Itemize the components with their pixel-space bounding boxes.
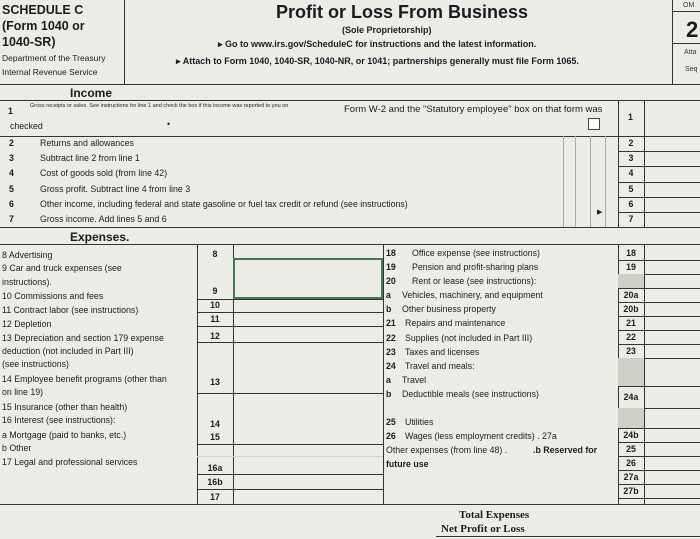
line-21-amount-field[interactable] <box>645 316 700 330</box>
line-25-number: 25 <box>386 417 396 427</box>
line-4-label: Cost of goods sold (from line 42) <box>40 168 168 179</box>
line-11-label: 11 Contract labor (see instructions) <box>2 305 139 315</box>
box-24a-label: 24a <box>623 392 639 402</box>
line-24a-amount-field[interactable] <box>645 386 700 408</box>
form-line1: (Form 1040 or <box>2 19 85 33</box>
line-4-box-label: 4 <box>628 168 634 179</box>
irs-label: Internal Revenue Service <box>2 67 98 77</box>
attachment-label: Atta <box>684 49 697 56</box>
line-16-label: 16 Interest (see instructions): <box>2 415 116 425</box>
line-12-label: 12 Depletion <box>2 319 52 329</box>
box-16b-label: 16b <box>207 477 223 487</box>
shaded-amount-cell <box>645 358 700 386</box>
line-4-amount-field[interactable] <box>645 166 700 181</box>
line-24b-amount-field[interactable] <box>645 428 700 442</box>
line-18-amount-field[interactable] <box>645 246 700 260</box>
line-5-label: Gross profit. Subtract line 4 from line 3 <box>40 183 191 194</box>
shaded-cell <box>618 274 644 288</box>
line-9-label-cont: instructions). <box>2 277 52 287</box>
tax-year: 2 <box>686 17 699 42</box>
form-subtitle: (Sole Proprietorship) <box>342 25 432 35</box>
line-2-number: 2 <box>9 138 14 148</box>
instruction-1-text: Go to www.irs.gov/ScheduleC for instructions and the latest information. <box>225 39 537 49</box>
line-9-label: 9 Car and truck expenses (see <box>2 263 122 273</box>
line-7-label: Gross income. Add lines 5 and 6 <box>40 214 167 224</box>
line-2-label: Returns and allowances <box>40 138 134 148</box>
line-3-amount-field[interactable] <box>645 151 700 166</box>
box-11-label: 11 <box>210 314 220 324</box>
arrow-icon: ▸ <box>218 39 223 49</box>
line-16b-label: b Other <box>2 443 32 453</box>
box-27b-label: 27b <box>623 486 639 496</box>
line-27b-amount-field[interactable] <box>645 484 700 498</box>
line-20b-label: Other business property <box>402 304 496 314</box>
box-20b-label: 20b <box>623 304 639 314</box>
line-10-label: 10 Commissions and fees <box>2 291 104 301</box>
line-3-label: Subtract line 2 from line 1 <box>40 153 140 164</box>
box-26-label: 26 <box>626 458 636 468</box>
line-17-label: 17 Legal and professional services <box>2 457 138 467</box>
line-1-box-label: 1 <box>628 112 633 122</box>
arrow-icon: ▸ <box>176 56 181 66</box>
line-27a-amount-field[interactable] <box>645 470 700 484</box>
line-26-label: Wages (less employment credits) . 27a <box>405 431 557 441</box>
expenses-heading: Expenses. <box>70 230 130 244</box>
line-22-amount-field[interactable] <box>645 330 700 344</box>
line-23-number: 23 <box>386 347 396 357</box>
line-20a-label: Vehicles, machinery, and equipment <box>402 290 543 300</box>
line-24-label: Travel and meals: <box>405 361 475 371</box>
form-title: Profit or Loss From Business <box>276 2 529 22</box>
line-7-number: 7 <box>9 214 14 224</box>
line-26-number: 26 <box>386 431 396 441</box>
line-7-box-label: 7 <box>628 214 634 224</box>
line-21-label: Repairs and maintenance <box>405 318 506 328</box>
box-13-label: 13 <box>210 377 220 387</box>
line-20a-amount-field[interactable] <box>645 288 700 302</box>
box-27a-label: 27a <box>623 472 639 482</box>
line-3-number: 3 <box>9 153 14 164</box>
line-20b-amount-field[interactable] <box>645 302 700 316</box>
statutory-employee-checkbox[interactable] <box>588 118 600 130</box>
line-24b-label: Deductible meals (see instructions) <box>402 389 539 399</box>
line-24a-label: Travel <box>402 375 427 385</box>
shaded-cell <box>618 358 644 386</box>
line-26-amount-field[interactable] <box>645 456 700 470</box>
box-17-label: 17 <box>210 492 220 502</box>
line-21-number: 21 <box>386 318 396 328</box>
line-27b-label: .b Reserved for <box>533 445 598 455</box>
box-14-label: 14 <box>210 419 220 429</box>
box-23-label: 23 <box>626 346 636 356</box>
line-6-label: Other income, including federal and state gasoline or fuel tax credit or refund (see instructions) <box>40 198 408 209</box>
box-18-label: 18 <box>626 248 636 258</box>
line-1-text: Form W-2 and the "Statutory employee" box on that form was <box>344 104 603 115</box>
box-10-label: 10 <box>210 300 220 310</box>
instruction-2-text: Attach to Form 1040, 1040-SR, 1040-NR, or 1041; partnerships generally must file Form 1065. <box>182 56 579 66</box>
line-14-label-cont: on line 19) <box>2 387 44 397</box>
line-13-label-cont2: (see instructions) <box>2 359 69 369</box>
line-27b-label-cont: future use <box>386 459 429 469</box>
instruction-2 <box>176 56 579 67</box>
line-13-label: 13 Depreciation and section 179 expense <box>2 333 164 343</box>
line-15-label: 15 Insurance (other than health) <box>2 402 128 412</box>
line-24b-letter: b <box>386 389 392 399</box>
box-24b-label: 24b <box>623 430 639 440</box>
line-16a-label: a Mortgage (paid to banks, etc.) <box>2 430 127 440</box>
box-9-label: 9 <box>212 286 218 296</box>
line-2-amount-field[interactable] <box>645 136 700 151</box>
box-15-label: 15 <box>210 432 220 442</box>
line-2-box-label: 2 <box>628 138 634 148</box>
box-25-label: 25 <box>626 444 636 454</box>
line-25-amount-field[interactable] <box>645 442 700 456</box>
box-22-label: 22 <box>626 332 636 342</box>
line-13-label-cont: deduction (not included in Part III) <box>2 346 134 356</box>
line-3-box-label: 3 <box>628 153 634 164</box>
line-20b-letter: b <box>386 304 392 314</box>
line-23-label: Taxes and licenses <box>405 347 480 357</box>
department-label: Department of the Treasury <box>2 53 106 63</box>
line-14-label: 14 Employee benefit programs (other than <box>2 374 167 384</box>
line-18-label: Office expense (see instructions) <box>412 248 540 258</box>
line-27a-label: Other expenses (from line 48) . <box>386 445 508 455</box>
box-12-label: 12 <box>210 331 220 341</box>
line-5-box-label: 5 <box>628 183 634 194</box>
line-8-9-amount-field[interactable] <box>233 258 383 299</box>
line-20-number: 20 <box>386 276 396 286</box>
box-20a-label: 20a <box>623 290 639 300</box>
line-19-label: Pension and profit-sharing plans <box>412 262 539 272</box>
line-19-number: 19 <box>386 262 396 272</box>
line-8-label: 8 Advertising <box>2 250 53 260</box>
line-1-number: 1 <box>8 106 13 116</box>
line-7-amount-field[interactable] <box>645 212 700 227</box>
line-23-amount-field[interactable] <box>645 344 700 358</box>
line-19-amount-field[interactable] <box>645 260 700 274</box>
line-24a-letter: a <box>386 375 391 385</box>
shaded-cell <box>618 408 644 428</box>
net-profit-label: Net Profit or Loss <box>441 523 525 535</box>
line-1-amount-field[interactable] <box>645 100 700 136</box>
line-18-number: 18 <box>386 248 396 258</box>
line-22-number: 22 <box>386 333 396 343</box>
line-5-number: 5 <box>9 183 14 194</box>
line-20-label: Rent or lease (see instructions): <box>412 276 537 286</box>
line-1-small-text: Gross receipts or sales. See instructions for line 1 and check the box if this income was reported to you on <box>30 103 289 109</box>
bullet-icon: • <box>167 119 171 129</box>
total-expenses-label: Total Expenses <box>459 509 530 521</box>
line-6-amount-field[interactable] <box>645 197 700 212</box>
line-20a-letter: a <box>386 290 391 300</box>
box-8-label: 8 <box>212 249 218 259</box>
line-4-number: 4 <box>9 168 14 179</box>
instruction-1 <box>218 39 536 50</box>
shaded-amount-cell <box>645 408 700 428</box>
sequence-label: Seq <box>685 66 698 73</box>
arrow-icon: ▶ <box>597 209 603 216</box>
box-16a-label: 16a <box>207 463 223 473</box>
omb-label: OM <box>683 2 695 9</box>
schedule-label: SCHEDULE C <box>2 3 84 17</box>
line-22-label: Supplies (not included in Part III) <box>405 333 533 343</box>
box-19-label: 19 <box>626 262 636 272</box>
form-line2: 1040-SR) <box>2 35 56 49</box>
line-6-box-label: 6 <box>628 198 634 209</box>
line-25-label: Utilities <box>405 417 434 427</box>
line-6-number: 6 <box>9 198 14 209</box>
shaded-amount-cell <box>645 274 700 288</box>
income-heading: Income <box>70 86 113 100</box>
line-5-amount-field[interactable] <box>645 182 700 197</box>
line-24-number: 24 <box>386 361 396 371</box>
line-1-continued: checked <box>10 121 43 131</box>
box-21-label: 21 <box>626 318 636 328</box>
